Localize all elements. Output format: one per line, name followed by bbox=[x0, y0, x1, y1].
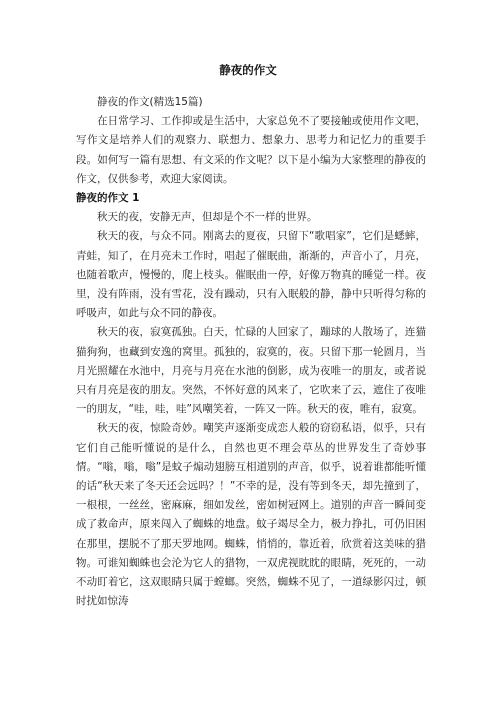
document-body bbox=[76, 93, 426, 611]
paragraph: 秋天的夜，惊险奇妙。嘲笑声逐渐变成恋人般的窃窃私语，似乎，只有它们自己能听懂说的是什么，自然也更不理会草丛的世界发生了奇妙事情。“嗡，嗡，嗡”是蚊子煽动翅膀互相道别的声音，似乎，说着谁都能听懂的话“秋天来了冬天还会远吗？！”不幸的是，没有等到冬天，却先撞到了，一根根，一丝丝，密麻麻，细如发丝，密如树冠网上。道别的声音一瞬间变成了救命声，原来闯入了蜘蛛的地盘。蚊子竭尽全力，极力挣扎，可仍旧困在那里，摆脱不了那天罗地网。蜘蛛，悄悄的，靠近着，欣赏着这美味的猎物。可谁知蜘蛛也会沦为它人的猎物，一双虎视眈眈的眼睛，死死的，一动不动盯着它，这双眼睛只属于螳螂。突然，蜘蛛不见了，一道绿影闪过，顿时扰如惊涛 bbox=[76, 422, 426, 608]
paragraph: 静夜的作文(精选15篇) bbox=[97, 96, 203, 108]
paragraph: 秋天的夜，与众不同。刚离去的夏夜，只留下“歌唱家”，它们是蟋蟀，青蛙，知了，在月亮未工作时，唱起了催眠曲，渐渐的，声音小了，月亮，也随着歌声，慢慢的，爬上枝头。催眠曲一停，好像万物真的睡觉一样。夜里，没有阵雨，没有雪花，没有躁动，只有入眠般的静，静中只听得匀称的呼吸声，如此与众不同的静夜。 bbox=[76, 230, 426, 320]
page-title: 静夜的作文 bbox=[219, 63, 277, 77]
paragraph: 秋天的夜，安静无声，但却是个不一样的世界。 bbox=[97, 211, 318, 224]
paragraph: 在日常学习、工作抑或是生活中，大家总免不了要接触或使用作文吧，写作文是培养人们的观察力、联想力、想象力、思考力和记忆力的重要手段。如何写一篇有思想、有文采的作文呢？以下是小编为大家整理的静夜的作文，仅供参考，欢迎大家阅读。 bbox=[76, 115, 426, 185]
section-heading: 静夜的作文 1 bbox=[76, 192, 140, 205]
paragraph: 秋天的夜，寂寞孤独。白天，忙碌的人回家了，蹦球的人散场了，连猫猫狗狗，也藏到安逸的窝里。孤独的，寂寞的，夜。只留下那一轮圆月，当月光照耀在水池中，月亮与月亮在水池的倒影，成为夜唯一的朋友，或者说只有月亮是夜的朋友。突然，不怀好意的风来了，它吹来了云，遮住了夜唯一的朋友，“哇，哇，哇”风嘲笑着，一阵又一阵。秋天的夜，唯有，寂寞。 bbox=[76, 326, 426, 416]
